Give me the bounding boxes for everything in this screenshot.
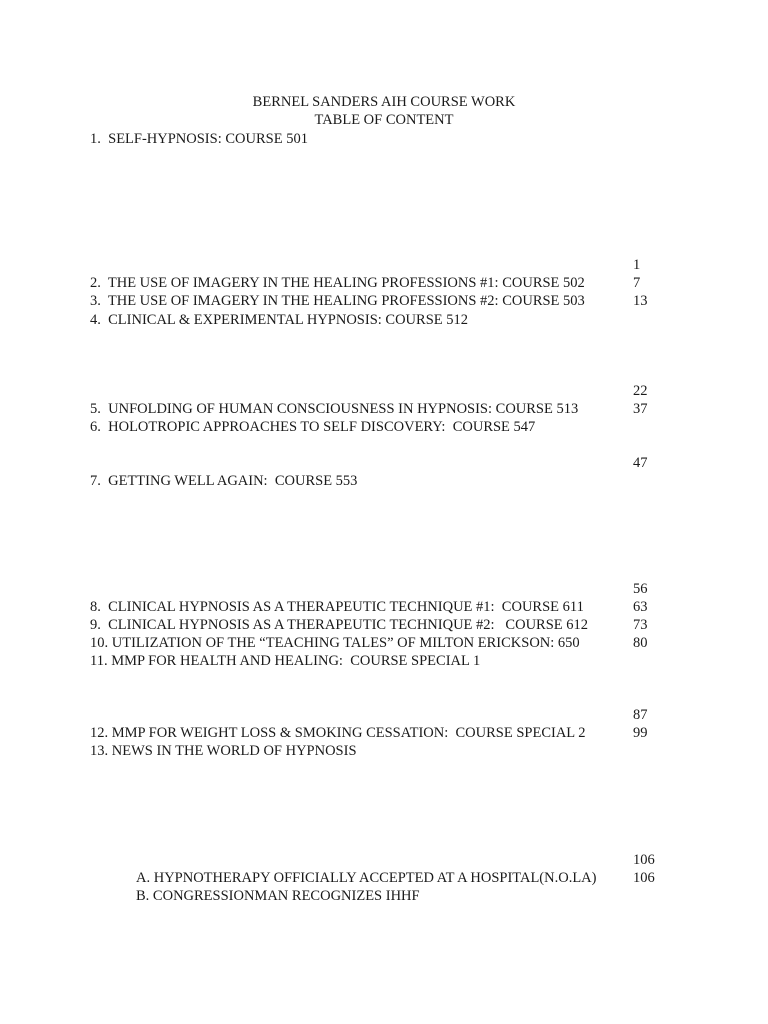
page-number: 80	[633, 635, 648, 651]
page-number: 106	[633, 870, 655, 886]
toc-entry-1: 1. SELF-HYPNOSIS: COURSE 501	[90, 131, 308, 147]
toc-entry-9: 9. CLINICAL HYPNOSIS AS A THERAPEUTIC TECHNIQUE #2: COURSE 612	[90, 617, 589, 633]
toc-entry-11: 11. MMP FOR HEALTH AND HEALING: COURSE SPECIAL 1	[90, 653, 481, 669]
page-number: 47	[633, 455, 648, 471]
toc-entry-2: 2. THE USE OF IMAGERY IN THE HEALING PROFESSIONS #1: COURSE 502	[90, 275, 585, 291]
page-number: 37	[633, 401, 648, 417]
toc-subentry-a: A. HYPNOTHERAPY OFFICIALLY ACCEPTED AT A HOSPITAL(N.O.LA)	[136, 870, 597, 886]
toc-entry-13: 13. NEWS IN THE WORLD OF HYPNOSIS	[90, 743, 357, 759]
document-subtitle: TABLE OF CONTENT	[314, 112, 454, 128]
page-number: 1	[633, 257, 641, 273]
toc-entry-6: 6. HOLOTROPIC APPROACHES TO SELF DISCOVERY: COURSE 547	[90, 419, 536, 435]
page-number: 106	[633, 852, 655, 868]
toc-entry-5: 5. UNFOLDING OF HUMAN CONSCIOUSNESS IN HYPNOSIS: COURSE 513	[90, 401, 579, 417]
toc-entry-10: 10. UTILIZATION OF THE “TEACHING TALES” OF MILTON ERICKSON: 650	[90, 635, 580, 651]
toc-entry-8: 8. CLINICAL HYPNOSIS AS A THERAPEUTIC TECHNIQUE #1: COURSE 611	[90, 599, 584, 615]
page-number: 13	[633, 293, 648, 309]
page-number: 73	[633, 617, 648, 633]
page-number: 87	[633, 707, 648, 723]
page-number: 22	[633, 383, 648, 399]
toc-entry-4: 4. CLINICAL & EXPERIMENTAL HYPNOSIS: COURSE 512	[90, 312, 468, 328]
toc-subentry-b: B. CONGRESSIONMAN RECOGNIZES IHHF	[136, 888, 420, 904]
page-number: 99	[633, 725, 648, 741]
document-title: BERNEL SANDERS AIH COURSE WORK	[252, 94, 516, 110]
toc-entry-3: 3. THE USE OF IMAGERY IN THE HEALING PROFESSIONS #2: COURSE 503	[90, 293, 585, 309]
page-number: 7	[633, 275, 641, 291]
page-number: 56	[633, 581, 648, 597]
toc-entry-12: 12. MMP FOR WEIGHT LOSS & SMOKING CESSATION: COURSE SPECIAL 2	[90, 725, 586, 741]
toc-entry-7: 7. GETTING WELL AGAIN: COURSE 553	[90, 473, 358, 489]
page-number: 63	[633, 599, 648, 615]
